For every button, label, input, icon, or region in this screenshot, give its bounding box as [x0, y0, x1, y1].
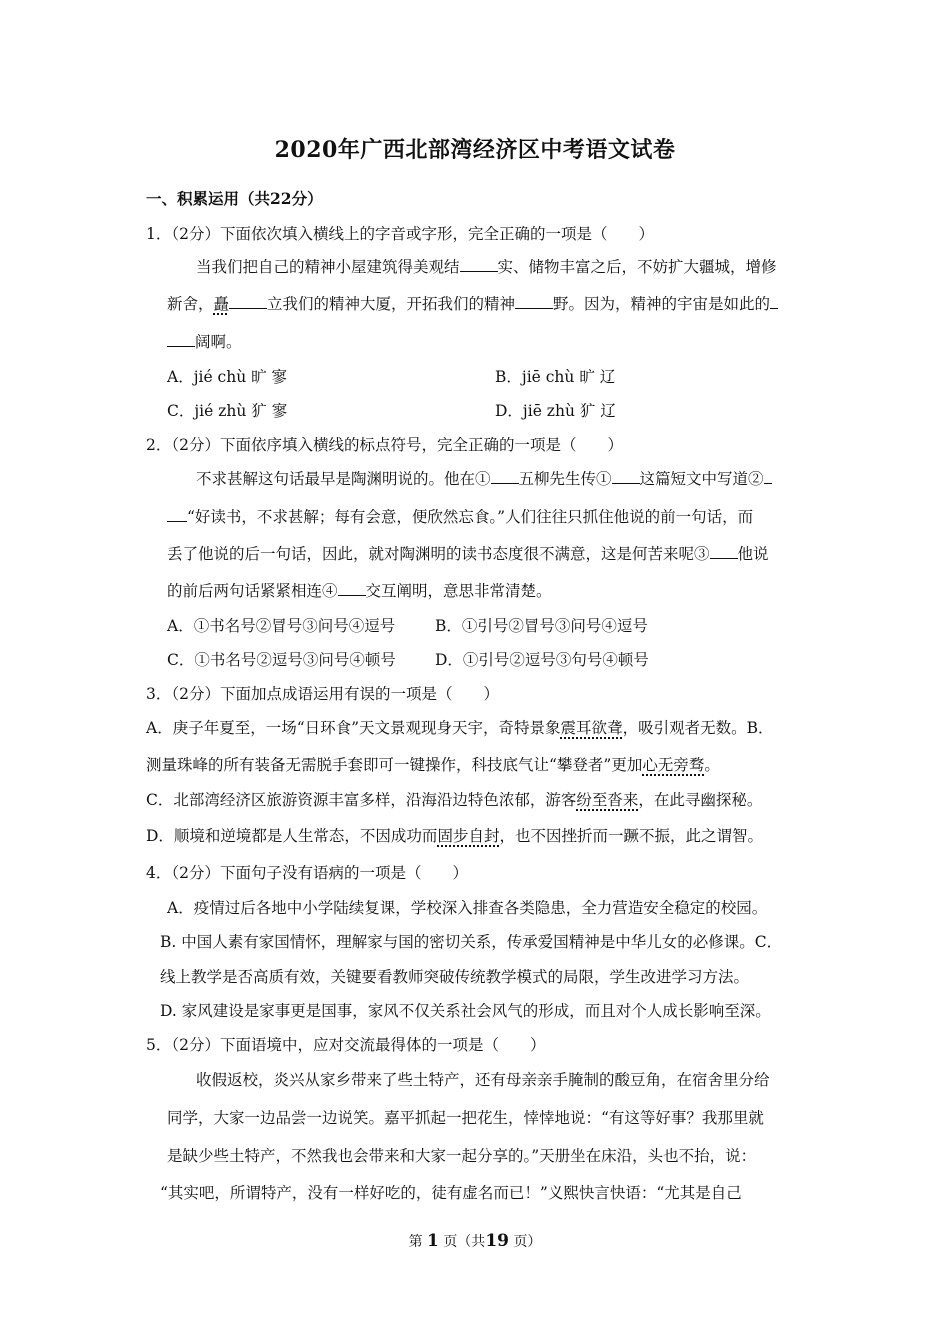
blank-line: [515, 294, 553, 309]
exam-title: 2020年广西北部湾经济区中考语文试卷: [274, 137, 676, 163]
dotted-char: 矗: [213, 295, 230, 313]
q1-passage-line1: 当我们把自己的精神小屋建筑得美观结 实、储物丰富之后，不妨扩大疆城，增修: [196, 258, 777, 276]
q1-option-a: A．jié chù 旷 寥: [167, 368, 288, 386]
blank-line: [338, 581, 366, 596]
page-footer: 第 1 页（共19 页）: [408, 1231, 542, 1251]
q2-passage-line3: 丢了他说的后一句话，因此，就对陶渊明的读书态度很不满意，这是何苦来呢③ 他说: [167, 545, 769, 563]
q5-passage-line4: “其实吧，所谓特产，没有一样好吃的，徒有虚名而已！”义熙快言快语：“尤其是自己: [160, 1184, 742, 1202]
blank-line: [167, 507, 187, 522]
q5-passage-line1: 收假返校，炎兴从家乡带来了些土特产，还有母亲亲手腌制的酸豆角，在宿舍里分给: [196, 1071, 770, 1089]
dotted-idiom: 心无旁骛: [642, 756, 705, 774]
q4-stem: 4．（2分）下面句子没有语病的一项是（ ）: [146, 864, 468, 882]
q4-option-line1: A．疫情过后各地中小学陆续复课，学校深入排查各类隐患，全力营造安全稳定的校园。: [167, 899, 768, 917]
q5-passage-line2: 同学，大家一边品尝一边说笑。嘉平抓起一把花生，悻悻地说：“有这等好事？我那里就: [167, 1109, 764, 1127]
blank-line: [612, 469, 640, 484]
q2-stem: 2．（2分）下面依序填入横线的标点符号，完全正确的一项是（ ）: [146, 436, 623, 454]
section-heading: 一、积累运用（共22分）: [146, 189, 323, 208]
q3-option-line1: A．庚子年夏至，一场“日环食”天文景观现身天宇，奇特景象震耳欲聋，吸引观者无数。B．: [146, 719, 774, 737]
q2-option-c: C．①书名号②逗号③问号④顿号: [167, 651, 396, 669]
q4-option-line2: B. 中国人素有家国情怀，理解家与国的密切关系，传承爱国精神是中华儿女的必修课。C．: [160, 933, 783, 951]
q1-option-c: C．jié zhù 犷 寥: [167, 402, 288, 420]
q2-option-d: D．①引号②逗号③句号④顿号: [435, 651, 649, 669]
q1-stem: 1．（2分）下面依次填入横线上的字音或字形，完全正确的一项是（ ）: [146, 225, 654, 243]
blank-line: [167, 332, 195, 347]
q2-passage-line4: 的前后两句话紧紧相连④ 交互阐明，意思非常清楚。: [167, 582, 552, 600]
q2-option-a: A．①书名号②冒号③问号④逗号: [167, 617, 396, 635]
blank-line: [460, 257, 498, 272]
blank-line: [710, 544, 738, 559]
q4-option-line3: 线上教学是否高质有效，关键要看教师突破传统教学模式的局限，学生改进学习方法。: [160, 968, 750, 986]
q1-passage-line2: 新舍，矗 立我们的精神大厦，开拓我们的精神 野。因为，精神的宇宙是如此的: [167, 294, 778, 314]
q3-option-line4: D．顺境和逆境都是人生常态，不因成功而固步自封，也不因挫折而一蹶不振，此之谓智。: [146, 827, 763, 845]
q3-option-line2: 测量珠峰的所有装备无需脱手套即可一键操作，科技底气让“攀登者”更加心无旁骛。: [146, 756, 720, 774]
total-pages: 19: [485, 1231, 509, 1251]
q2-option-b: B．①引号②冒号③问号④逗号: [435, 617, 648, 635]
blank-line: [491, 469, 519, 484]
q1-passage-line3: 阔啊。: [167, 332, 242, 352]
q3-option-line3: C．北部湾经济区旅游资源丰富多样，沿海沿边特色浓郁，游客纷至沓来，在此寻幽探秘。: [146, 791, 763, 809]
dotted-idiom: 纷至沓来: [576, 791, 639, 809]
page-number: 1: [427, 1231, 439, 1251]
q5-stem: 5．（2分）下面语境中，应对交流最得体的一项是（ ）: [146, 1036, 546, 1054]
q2-passage-line1: 不求甚解这句话最早是陶渊明说的。他在① 五柳先生传① 这篇短文中写道②: [196, 469, 772, 489]
dotted-idiom: 固步自封: [437, 827, 500, 845]
blank-line: [229, 294, 267, 309]
q3-stem: 3．（2分）下面加点成语运用有误的一项是（ ）: [146, 685, 499, 703]
q5-passage-line3: 是缺少些土特产，不然我也会带来和大家一起分享的。”天册坐在床沿，头也不抬，说：: [167, 1147, 757, 1165]
blank-line: [770, 294, 778, 309]
q4-option-line4: D. 家风建设是家事更是国事，家风不仅关系社会风气的形成，而且对个人成长影响至深。: [160, 1002, 771, 1020]
blank-line: [764, 469, 772, 484]
dotted-idiom: 震耳欲聋: [560, 719, 623, 737]
q1-option-d: D．jiē zhù 犷 辽: [495, 402, 616, 420]
q2-passage-line2: “好读书，不求甚解；每有会意，便欣然忘食。”人们往往只抓住他说的前一句话，而: [167, 507, 753, 527]
q1-option-b: B．jiē chù 旷 辽: [495, 368, 616, 386]
